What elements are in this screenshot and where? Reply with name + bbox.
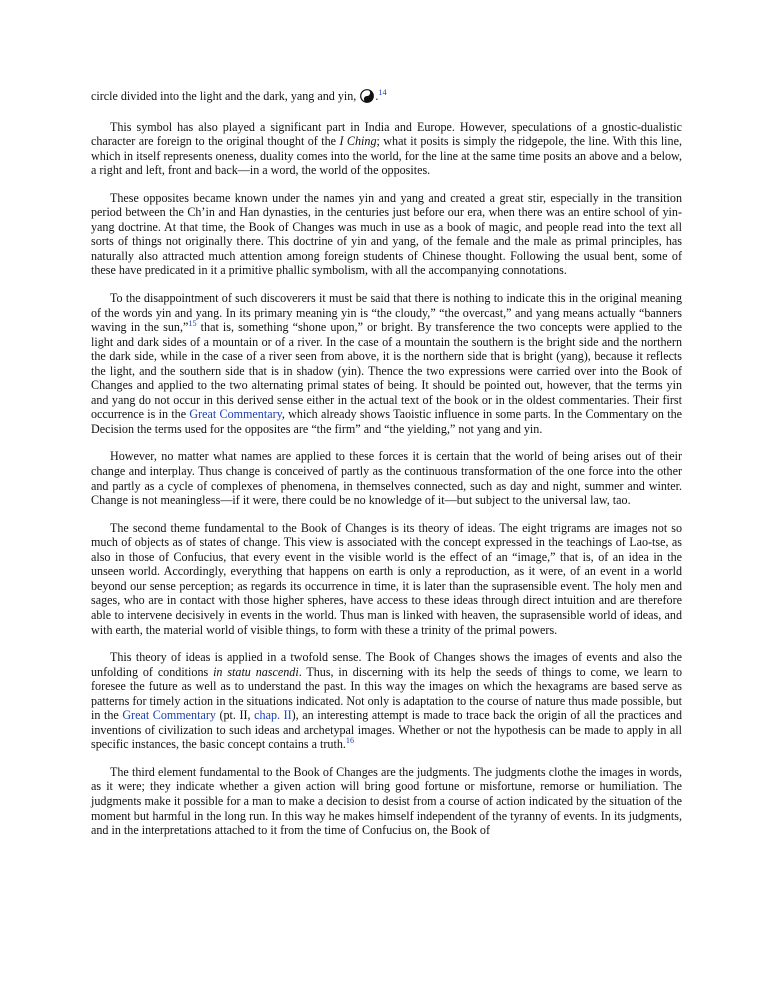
- latin-phrase: in statu nascendi: [213, 664, 299, 679]
- footnote-ref-14[interactable]: 14: [378, 87, 387, 97]
- paragraph-4: To the disappointment of such discoverers it must be said that there is nothing to indicate this in the original meaning of the words yin and yang. In its primary meaning yin is “the cloudy,” “the overcast,” and yang means actually “banners waving in the sun,”$^{15}$ that is, something “shone upon,” or bright. By transference the two concepts were applied to the light and dark sides of a mountain or of a river. In the case of a mountain the southern is the bright side and the northern the dark side, while in the case of a river seen from above, it is the northern side that is bright (yang), because it reflects the light, and the southern side that is in shadow (yin). Thence the two expressions were carried over into the Book of Changes and applied to the two alternating primal states of being. It should be pointed out, however, that the terms yin and yang do not occur in this derived sense either in the actual text of the book or in the oldest commentaries. Their first occurrence is in the Great Commentary, which already shows Taoistic influence in some parts. In the Commentary on the Decision the terms used for the opposites are “the firm” and “the yielding,” not yang and yin.: [91, 291, 682, 436]
- chapter-2-link[interactable]: chap. II: [254, 708, 292, 723]
- great-commentary-link[interactable]: Great Commentary: [189, 407, 282, 422]
- paragraph-7: This theory of ideas is applied in a twofold sense. The Book of Changes shows the images of events and also the unfolding of conditions in statu nascendi. Thus, in discerning with its help the seeds of things to come, we learn to foresee the future as well as to understand the past. In this way the images on which the hexagrams are based serve as patterns for timely action in the situations indicated. Not only is adaptation to the course of nature thus made possible, but in the Great Commentary (pt. II, chap. II), an interesting attempt is made to trace back the origin of all the practices and inventions of civilization to such ideas and archetypal images. Whether or not the hypothesis can be made to apply in all specific instances, the basic concept contains a truth.$^{16}$: [91, 650, 683, 752]
- book-title-i-ching: I Ching: [339, 134, 377, 149]
- paragraph-2: This symbol has also played a significant part in India and Europe. However, speculations of a gnostic-dualistic character are foreign to the original thought of the I Ching; what it posits is simply the ridgepole, the line. With this line, which in itself represents oneness, duality comes into the world, for the line at the same time posits an above and a below, a right and left, front and back—in a word, the world of the opposites.: [91, 119, 682, 178]
- paragraph-1-punct: .: [375, 89, 379, 103]
- paragraph-5: However, no matter what names are applied to these forces it is certain that the world of being arises out of their change and interplay. Thus change is conceived of partly as the continuous transformation of the one force into the other and partly as a cycle of complexes of phenomena, in themselves connected, such as day and night, summer and winter. Change is not meaningless—if it were, there could be no knowledge of it—but subject to the universal law, tao.: [91, 449, 682, 508]
- footnote-ref-15[interactable]: 15: [188, 319, 197, 329]
- paragraph-6: The second theme fundamental to the Book of Changes is its theory of ideas. The eight trigrams are images not so much of objects as of states of change. This view is associated with the concept expressed in the teachings of Lao-tse, as also in those of Confucius, that every event in the visible world is the effect of an “image,” that is, of an idea in the unseen world. Accordingly, everything that happens on earth is only a reproduction, as it were, of an event in a world beyond our sense perception; as regards its occurrence in time, it is later than the suprasensible event. The holy men and sages, who are in contact with those higher spheres, have access to these ideas through direct intuition and are therefore able to intervene decisively in events in the world. Thus man is linked with heaven, the suprasensible world of ideas, and with earth, the material world of visible things, to form with these a trinity of the primal powers.: [91, 520, 682, 637]
- paragraph-3: These opposites became known under the names yin and yang and created a great stir, especially in the transition period between the Ch’in and Han dynasties, in the centuries just before our era, when there was an entire school of yin-yang doctrine. At that time, the Book of Changes was much in use as a book of magic, and people read into the text all sorts of things not originally there. This doctrine of yin and yang, of the female and the male as primal principles, has naturally also attracted much attention among foreign students of Chinese thought. Following the usual bent, some of these have predicated in it a primitive phallic symbolism, with all the accompanying connotations.: [91, 190, 682, 278]
- paragraph-8: The third element fundamental to the Book of Changes are the judgments. The judgments clothe the images in words, as it were; they indicate whether a given action will bring good fortune or misfortune, remorse or humiliation. The judgments make it possible for a man to make a decision to desist from a course of action indicated by the situation of the moment but harmful in the long run. In this way he makes himself independent of the tyranny of events. In its judgments, and in the interpretations attached to it from the time of Confucius on, the Book of: [91, 764, 682, 838]
- paragraph-1-text: circle divided into the light and the dark, yang and yin,: [91, 89, 360, 103]
- yin-yang-icon: [360, 89, 374, 107]
- footnote-ref-16[interactable]: 16: [345, 736, 355, 746]
- paragraph-1: [91, 89, 682, 107]
- great-commentary-link-2[interactable]: Great Commentary: [122, 708, 216, 723]
